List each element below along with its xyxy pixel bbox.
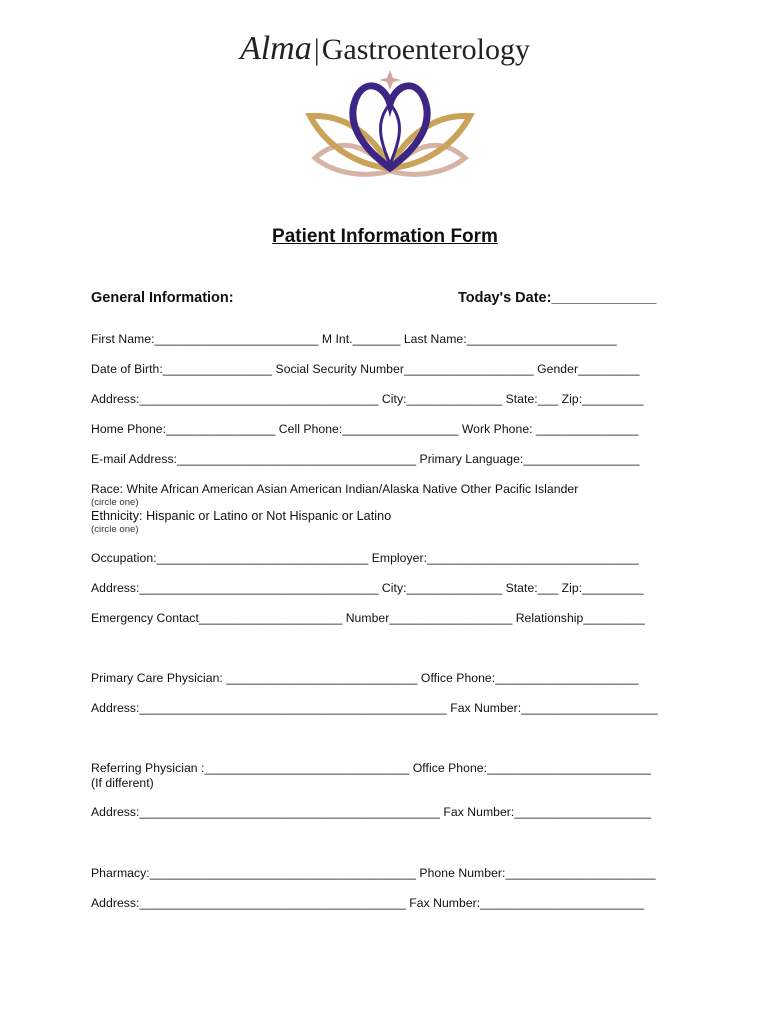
todays-date-field[interactable]: Today's Date:_____________	[458, 290, 657, 306]
race-row[interactable]: Race: White African American Asian American Indian/Alaska Native Other Pacific Islander	[91, 482, 579, 496]
page-title: Patient Information Form	[272, 226, 498, 247]
primary-care-row[interactable]: Primary Care Physician: ____________________________ Office Phone:_____________________	[91, 671, 639, 685]
pharmacy-row[interactable]: Pharmacy:_______________________________________ Phone Number:______________________	[91, 866, 656, 880]
name-row[interactable]: First Name:________________________ M Int._______ Last Name:______________________	[91, 332, 617, 346]
ethnicity-note: (circle one)	[91, 524, 139, 535]
phones-row[interactable]: Home Phone:________________ Cell Phone:_________________ Work Phone: _______________	[91, 422, 639, 436]
logo-wordmark	[0, 30, 770, 68]
address-row[interactable]: Address:___________________________________ City:______________ State:___ Zip:_________	[91, 392, 644, 406]
lotus-heart-icon	[305, 66, 475, 181]
dob-row[interactable]: Date of Birth:________________ Social Security Number___________________ Gender_________	[91, 362, 640, 376]
primary-care-address-row[interactable]: Address:_____________________________________________ Fax Number:____________________	[91, 701, 658, 715]
general-information-heading: General Information:	[91, 290, 234, 306]
pharmacy-address-row[interactable]: Address:_______________________________________ Fax Number:________________________	[91, 896, 645, 910]
logo-separator: |	[313, 33, 320, 66]
referring-address-row[interactable]: Address:____________________________________________ Fax Number:____________________	[91, 805, 651, 819]
referring-note: (If different)	[91, 776, 154, 790]
referring-physician-row[interactable]: Referring Physician :______________________________ Office Phone:________________________	[91, 761, 651, 775]
employer-address-row[interactable]: Address:___________________________________ City:______________ State:___ Zip:_________	[91, 581, 644, 595]
occupation-row[interactable]: Occupation:_______________________________ Employer:_______________________________	[91, 551, 639, 565]
race-note: (circle one)	[91, 497, 139, 508]
ethnicity-row[interactable]: Ethnicity: Hispanic or Latino or Not Hispanic or Latino	[91, 509, 392, 523]
email-row[interactable]: E-mail Address:___________________________________ Primary Language:_________________	[91, 452, 640, 466]
emergency-contact-row[interactable]: Emergency Contact_____________________ Number__________________ Relationship_________	[91, 611, 645, 625]
logo-name: Gastroenterology	[321, 33, 531, 66]
logo-script: Alma	[239, 30, 312, 67]
